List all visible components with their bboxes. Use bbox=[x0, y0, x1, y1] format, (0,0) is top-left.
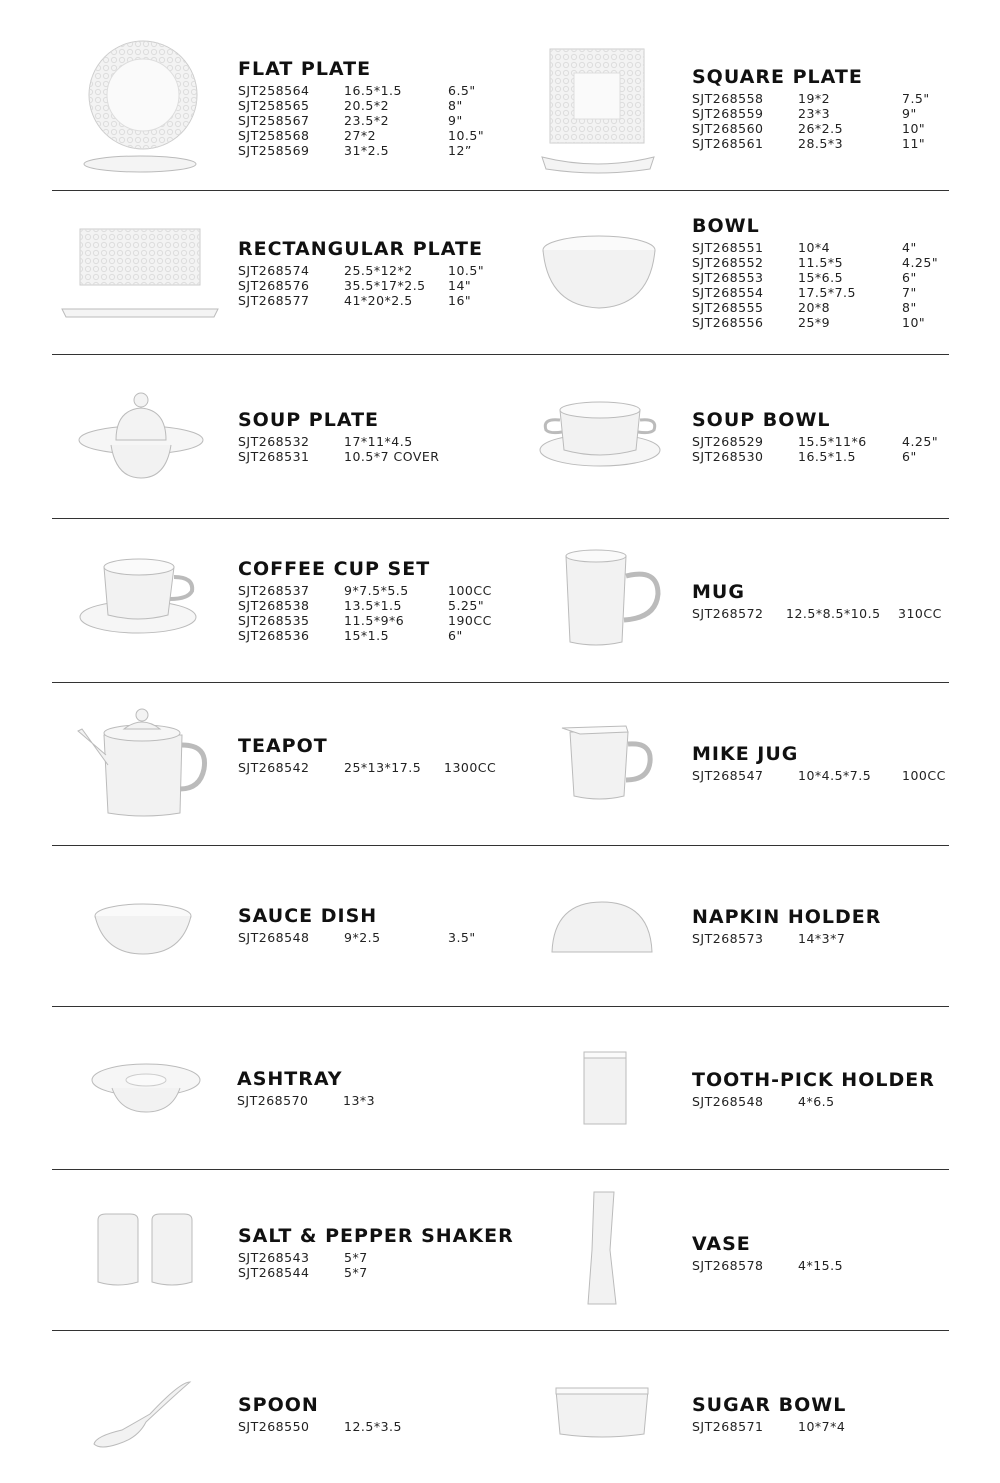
spec-extra: 6" bbox=[902, 270, 917, 285]
spec-size: 20.5*2 bbox=[344, 98, 390, 113]
spec-size: 31*2.5 bbox=[344, 143, 390, 158]
spec-extra: 11" bbox=[902, 136, 926, 151]
section-divider bbox=[52, 190, 949, 191]
spec-extra: 10" bbox=[902, 315, 926, 330]
spec-extra: 9" bbox=[902, 106, 917, 121]
sugar-bowl-image bbox=[552, 1384, 652, 1440]
spec-code: SJT268559 bbox=[692, 106, 764, 121]
section-divider bbox=[52, 518, 949, 519]
spec-extra: 100CC bbox=[902, 768, 946, 783]
spec-code: SJT268529 bbox=[692, 434, 764, 449]
spec-size: 13*3 bbox=[343, 1093, 376, 1108]
spec-size: 23*3 bbox=[798, 106, 831, 121]
spec-extra: 7" bbox=[902, 285, 917, 300]
spec-code: SJT268561 bbox=[692, 136, 764, 151]
spec-code: SJT268547 bbox=[692, 768, 764, 783]
product-title: SQUARE PLATE bbox=[692, 66, 863, 88]
spec-code: SJT268537 bbox=[238, 583, 310, 598]
section-divider bbox=[52, 682, 949, 683]
spec-code: SJT268571 bbox=[692, 1419, 764, 1434]
spec-size: 15.5*11*6 bbox=[798, 434, 867, 449]
spec-extra: 9" bbox=[448, 113, 463, 128]
spec-size: 25*9 bbox=[798, 315, 831, 330]
spec-code: SJT268578 bbox=[692, 1258, 764, 1273]
spec-code: SJT268558 bbox=[692, 91, 764, 106]
square-plate-image bbox=[538, 45, 658, 180]
spec-code: SJT258565 bbox=[238, 98, 310, 113]
spec-size: 5*7 bbox=[344, 1250, 368, 1265]
spec-code: SJT268576 bbox=[238, 278, 310, 293]
spec-size: 9*7.5*5.5 bbox=[344, 583, 409, 598]
spec-code: SJT268542 bbox=[238, 760, 310, 775]
spec-size: 23.5*2 bbox=[344, 113, 390, 128]
product-title: FLAT PLATE bbox=[238, 58, 372, 80]
spec-code: SJT268538 bbox=[238, 598, 310, 613]
soup-bowl-image bbox=[538, 398, 663, 473]
spec-size: 26*2.5 bbox=[798, 121, 844, 136]
napkin-holder-image bbox=[548, 898, 656, 956]
vase-image bbox=[582, 1190, 622, 1308]
spec-code: SJT268531 bbox=[238, 449, 310, 464]
spec-size: 16.5*1.5 bbox=[344, 83, 402, 98]
mug-image bbox=[560, 548, 665, 648]
spec-extra: 6" bbox=[448, 628, 463, 643]
spec-size: 25*13*17.5 bbox=[344, 760, 422, 775]
product-title: SALT & PEPPER SHAKER bbox=[238, 1225, 514, 1247]
spec-code: SJT268543 bbox=[238, 1250, 310, 1265]
spec-size: 10.5*7 COVER bbox=[344, 449, 440, 464]
spec-size: 17.5*7.5 bbox=[798, 285, 856, 300]
spec-code: SJT268572 bbox=[692, 606, 764, 621]
section-divider bbox=[52, 1330, 949, 1331]
spec-code: SJT258564 bbox=[238, 83, 310, 98]
spec-code: SJT268536 bbox=[238, 628, 310, 643]
spec-extra: 6.5" bbox=[448, 83, 476, 98]
spec-extra: 10" bbox=[902, 121, 926, 136]
spec-code: SJT268570 bbox=[237, 1093, 309, 1108]
spec-size: 16.5*1.5 bbox=[798, 449, 856, 464]
spec-size: 10*7*4 bbox=[798, 1419, 846, 1434]
spec-code: SJT268552 bbox=[692, 255, 764, 270]
spec-extra: 3.5" bbox=[448, 930, 476, 945]
spec-size: 11.5*5 bbox=[798, 255, 844, 270]
ashtray-image bbox=[90, 1058, 202, 1116]
product-title: VASE bbox=[692, 1233, 751, 1255]
spec-extra: 10.5" bbox=[448, 263, 485, 278]
soup-plate-image bbox=[76, 390, 206, 485]
spec-extra: 12” bbox=[448, 143, 472, 158]
teapot-image bbox=[74, 705, 212, 820]
section-divider bbox=[52, 845, 949, 846]
spec-size: 14*3*7 bbox=[798, 931, 846, 946]
spec-extra: 8" bbox=[902, 300, 917, 315]
spec-extra: 4.25" bbox=[902, 255, 939, 270]
spec-size: 41*20*2.5 bbox=[344, 293, 413, 308]
product-title: TOOTH-PICK HOLDER bbox=[692, 1069, 935, 1091]
product-title: SUGAR BOWL bbox=[692, 1394, 847, 1416]
spec-size: 15*6.5 bbox=[798, 270, 844, 285]
spec-code: SJT268553 bbox=[692, 270, 764, 285]
spec-code: SJT258567 bbox=[238, 113, 310, 128]
spec-size: 35.5*17*2.5 bbox=[344, 278, 426, 293]
product-title: SAUCE DISH bbox=[238, 905, 378, 927]
spec-code: SJT268548 bbox=[238, 930, 310, 945]
spec-code: SJT268535 bbox=[238, 613, 310, 628]
spec-extra: 4" bbox=[902, 240, 917, 255]
bowl-image bbox=[540, 232, 658, 312]
spec-code: SJT268532 bbox=[238, 434, 310, 449]
spec-code: SJT268551 bbox=[692, 240, 764, 255]
spec-size: 4*15.5 bbox=[798, 1258, 844, 1273]
product-title: BOWL bbox=[692, 215, 760, 237]
spec-code: SJT268556 bbox=[692, 315, 764, 330]
spec-code: SJT268560 bbox=[692, 121, 764, 136]
spec-size: 4*6.5 bbox=[798, 1094, 835, 1109]
spec-code: SJT268530 bbox=[692, 449, 764, 464]
spec-extra: 4.25" bbox=[902, 434, 939, 449]
product-title: TEAPOT bbox=[238, 735, 328, 757]
section-divider bbox=[52, 354, 949, 355]
spec-code: SJT268554 bbox=[692, 285, 764, 300]
spec-extra: 10.5" bbox=[448, 128, 485, 143]
spec-extra: 5.25" bbox=[448, 598, 485, 613]
product-title: SPOON bbox=[238, 1394, 319, 1416]
spec-extra: 8" bbox=[448, 98, 463, 113]
product-title: NAPKIN HOLDER bbox=[692, 906, 882, 928]
spec-size: 12.5*8.5*10.5 bbox=[786, 606, 881, 621]
spec-size: 9*2.5 bbox=[344, 930, 381, 945]
spec-extra: 310CC bbox=[898, 606, 942, 621]
product-title: SOUP PLATE bbox=[238, 409, 380, 431]
spec-size: 12.5*3.5 bbox=[344, 1419, 402, 1434]
spec-extra: 7.5" bbox=[902, 91, 930, 106]
mike-jug-image bbox=[560, 722, 655, 802]
flat-plate-image bbox=[78, 40, 208, 180]
spec-code: SJT268577 bbox=[238, 293, 310, 308]
spec-size: 27*2 bbox=[344, 128, 377, 143]
spec-extra: 1300CC bbox=[444, 760, 497, 775]
spec-code: SJT268574 bbox=[238, 263, 310, 278]
section-divider bbox=[52, 1006, 949, 1007]
spoon-image bbox=[90, 1378, 194, 1450]
spec-extra: 6" bbox=[902, 449, 917, 464]
spec-size: 10*4 bbox=[798, 240, 831, 255]
spec-code: SJT258568 bbox=[238, 128, 310, 143]
product-title: MIKE JUG bbox=[692, 743, 799, 765]
spec-extra: 190CC bbox=[448, 613, 492, 628]
rectangular-plate-image bbox=[60, 225, 220, 325]
spec-code: SJT268550 bbox=[238, 1419, 310, 1434]
section-divider bbox=[52, 1169, 949, 1170]
product-title: RECTANGULAR PLATE bbox=[238, 238, 483, 260]
spec-code: SJT268555 bbox=[692, 300, 764, 315]
spec-size: 15*1.5 bbox=[344, 628, 390, 643]
spec-size: 28.5*3 bbox=[798, 136, 844, 151]
coffee-cup-set-image bbox=[78, 555, 203, 640]
product-title: COFFEE CUP SET bbox=[238, 558, 431, 580]
spec-size: 5*7 bbox=[344, 1265, 368, 1280]
spec-size: 19*2 bbox=[798, 91, 831, 106]
tooth-pick-holder-image bbox=[580, 1048, 630, 1126]
spec-extra: 100CC bbox=[448, 583, 492, 598]
spec-size: 11.5*9*6 bbox=[344, 613, 405, 628]
salt-pepper-shaker-image bbox=[94, 1210, 199, 1288]
spec-size: 17*11*4.5 bbox=[344, 434, 413, 449]
spec-code: SJT268544 bbox=[238, 1265, 310, 1280]
spec-code: SJT258569 bbox=[238, 143, 310, 158]
sauce-dish-image bbox=[92, 900, 194, 958]
product-title: SOUP BOWL bbox=[692, 409, 831, 431]
spec-size: 25.5*12*2 bbox=[344, 263, 413, 278]
spec-size: 20*8 bbox=[798, 300, 831, 315]
spec-size: 10*4.5*7.5 bbox=[798, 768, 872, 783]
spec-size: 13.5*1.5 bbox=[344, 598, 402, 613]
spec-extra: 16" bbox=[448, 293, 472, 308]
spec-code: SJT268548 bbox=[692, 1094, 764, 1109]
product-title: ASHTRAY bbox=[237, 1068, 343, 1090]
product-title: MUG bbox=[692, 581, 745, 603]
spec-extra: 14" bbox=[448, 278, 472, 293]
spec-code: SJT268573 bbox=[692, 931, 764, 946]
